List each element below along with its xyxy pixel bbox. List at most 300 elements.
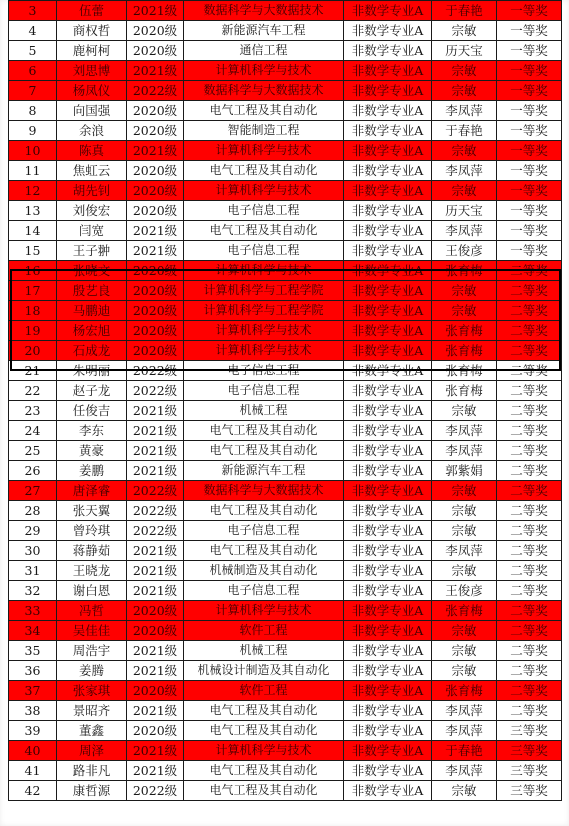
cell-major: 计算机科学与工程学院 xyxy=(184,301,344,321)
cell-award: 一等奖 xyxy=(497,41,562,61)
cell-index: 13 xyxy=(9,201,57,221)
cell-student-name: 石成龙 xyxy=(57,341,127,361)
cell-teacher: 宗敏 xyxy=(432,81,497,101)
cell-category: 非数学专业A xyxy=(344,341,432,361)
cell-student-name: 陈真 xyxy=(57,141,127,161)
cell-grade: 2020级 xyxy=(127,41,184,61)
cell-teacher: 于春艳 xyxy=(432,121,497,141)
cell-teacher: 历天宝 xyxy=(432,41,497,61)
cell-award: 二等奖 xyxy=(497,321,562,341)
cell-teacher: 李凤萍 xyxy=(432,701,497,721)
cell-major: 机械设计制造及其自动化 xyxy=(184,661,344,681)
cell-award: 二等奖 xyxy=(497,581,562,601)
cell-category: 非数学专业A xyxy=(344,761,432,781)
cell-index: 30 xyxy=(9,541,57,561)
cell-major: 新能源汽车工程 xyxy=(184,21,344,41)
cell-category: 非数学专业A xyxy=(344,321,432,341)
cell-category: 非数学专业A xyxy=(344,381,432,401)
cell-grade: 2021级 xyxy=(127,741,184,761)
cell-major: 数据科学与大数据技术 xyxy=(184,81,344,101)
cell-teacher: 李凤萍 xyxy=(432,761,497,781)
cell-student-name: 任俊吉 xyxy=(57,401,127,421)
cell-grade: 2022级 xyxy=(127,361,184,381)
cell-teacher: 王俊彦 xyxy=(432,581,497,601)
cell-teacher: 张育梅 xyxy=(432,681,497,701)
cell-teacher: 宗敏 xyxy=(432,481,497,501)
table-row xyxy=(9,601,562,621)
cell-award: 二等奖 xyxy=(497,261,562,281)
cell-award: 一等奖 xyxy=(497,1,562,21)
cell-award: 二等奖 xyxy=(497,681,562,701)
cell-index: 17 xyxy=(9,281,57,301)
cell-teacher: 宗敏 xyxy=(432,661,497,681)
cell-award: 二等奖 xyxy=(497,361,562,381)
cell-award: 二等奖 xyxy=(497,621,562,641)
cell-index: 34 xyxy=(9,621,57,641)
cell-grade: 2021级 xyxy=(127,421,184,441)
cell-index: 14 xyxy=(9,221,57,241)
cell-award: 二等奖 xyxy=(497,701,562,721)
cell-teacher: 宗敏 xyxy=(432,521,497,541)
cell-teacher: 历天宝 xyxy=(432,201,497,221)
cell-student-name: 张家琪 xyxy=(57,681,127,701)
cell-category: 非数学专业A xyxy=(344,181,432,201)
cell-category: 非数学专业A xyxy=(344,561,432,581)
table-row xyxy=(9,361,562,381)
cell-index: 18 xyxy=(9,301,57,321)
cell-major: 机械工程 xyxy=(184,641,344,661)
cell-student-name: 朱明丽 xyxy=(57,361,127,381)
cell-grade: 2021级 xyxy=(127,581,184,601)
cell-award: 二等奖 xyxy=(497,281,562,301)
cell-student-name: 康哲源 xyxy=(57,781,127,801)
cell-award: 二等奖 xyxy=(497,641,562,661)
cell-index: 42 xyxy=(9,781,57,801)
cell-teacher: 张育梅 xyxy=(432,261,497,281)
cell-grade: 2022级 xyxy=(127,81,184,101)
cell-grade: 2021级 xyxy=(127,761,184,781)
cell-grade: 2021级 xyxy=(127,641,184,661)
cell-grade: 2022级 xyxy=(127,521,184,541)
cell-major: 电气工程及其自动化 xyxy=(184,501,344,521)
cell-grade: 2020级 xyxy=(127,21,184,41)
cell-award: 一等奖 xyxy=(497,21,562,41)
table-row xyxy=(9,681,562,701)
table-row xyxy=(9,321,562,341)
cell-award: 一等奖 xyxy=(497,61,562,81)
cell-grade: 2020级 xyxy=(127,721,184,741)
cell-teacher: 张育梅 xyxy=(432,341,497,361)
cell-category: 非数学专业A xyxy=(344,421,432,441)
cell-major: 电气工程及其自动化 xyxy=(184,161,344,181)
cell-category: 非数学专业A xyxy=(344,401,432,421)
cell-index: 7 xyxy=(9,81,57,101)
table-row xyxy=(9,741,562,761)
cell-major: 数据科学与大数据技术 xyxy=(184,1,344,21)
cell-teacher: 宗敏 xyxy=(432,281,497,301)
cell-grade: 2021级 xyxy=(127,141,184,161)
cell-award: 一等奖 xyxy=(497,221,562,241)
cell-grade: 2020级 xyxy=(127,201,184,221)
cell-major: 电气工程及其自动化 xyxy=(184,221,344,241)
table-row xyxy=(9,61,562,81)
cell-category: 非数学专业A xyxy=(344,781,432,801)
cell-index: 16 xyxy=(9,261,57,281)
cell-major: 数据科学与大数据技术 xyxy=(184,481,344,501)
cell-teacher: 宗敏 xyxy=(432,21,497,41)
table-row xyxy=(9,781,562,801)
cell-teacher: 宗敏 xyxy=(432,781,497,801)
cell-student-name: 张晓文 xyxy=(57,261,127,281)
cell-grade: 2020级 xyxy=(127,181,184,201)
cell-index: 25 xyxy=(9,441,57,461)
cell-major: 机械工程 xyxy=(184,401,344,421)
cell-index: 12 xyxy=(9,181,57,201)
cell-grade: 2020级 xyxy=(127,321,184,341)
cell-student-name: 伍蕾 xyxy=(57,1,127,21)
cell-grade: 2020级 xyxy=(127,601,184,621)
cell-award: 二等奖 xyxy=(497,481,562,501)
cell-major: 电气工程及其自动化 xyxy=(184,101,344,121)
cell-student-name: 黄豪 xyxy=(57,441,127,461)
cell-grade: 2020级 xyxy=(127,121,184,141)
cell-category: 非数学专业A xyxy=(344,441,432,461)
cell-index: 33 xyxy=(9,601,57,621)
cell-grade: 2020级 xyxy=(127,341,184,361)
cell-teacher: 李凤萍 xyxy=(432,421,497,441)
cell-index: 8 xyxy=(9,101,57,121)
cell-teacher: 李凤萍 xyxy=(432,101,497,121)
cell-teacher: 王俊彦 xyxy=(432,241,497,261)
cell-major: 计算机科学与技术 xyxy=(184,61,344,81)
cell-student-name: 王子翀 xyxy=(57,241,127,261)
cell-index: 35 xyxy=(9,641,57,661)
cell-index: 19 xyxy=(9,321,57,341)
table-row xyxy=(9,481,562,501)
cell-category: 非数学专业A xyxy=(344,501,432,521)
table-row xyxy=(9,161,562,181)
table-row xyxy=(9,101,562,121)
cell-index: 9 xyxy=(9,121,57,141)
cell-major: 电气工程及其自动化 xyxy=(184,781,344,801)
table-row xyxy=(9,201,562,221)
cell-category: 非数学专业A xyxy=(344,121,432,141)
cell-major: 电气工程及其自动化 xyxy=(184,441,344,461)
cell-award: 一等奖 xyxy=(497,181,562,201)
cell-student-name: 杨凤仪 xyxy=(57,81,127,101)
cell-index: 4 xyxy=(9,21,57,41)
cell-student-name: 张天翼 xyxy=(57,501,127,521)
cell-category: 非数学专业A xyxy=(344,701,432,721)
cell-grade: 2021级 xyxy=(127,1,184,21)
cell-index: 31 xyxy=(9,561,57,581)
cell-major: 电气工程及其自动化 xyxy=(184,701,344,721)
cell-award: 一等奖 xyxy=(497,241,562,261)
table-row xyxy=(9,301,562,321)
cell-index: 29 xyxy=(9,521,57,541)
cell-major: 机械制造及其自动化 xyxy=(184,561,344,581)
cell-teacher: 李凤萍 xyxy=(432,161,497,181)
cell-grade: 2021级 xyxy=(127,541,184,561)
cell-major: 通信工程 xyxy=(184,41,344,61)
cell-category: 非数学专业A xyxy=(344,101,432,121)
cell-award: 三等奖 xyxy=(497,721,562,741)
cell-teacher: 李凤萍 xyxy=(432,541,497,561)
cell-award: 二等奖 xyxy=(497,421,562,441)
cell-student-name: 姜鹏 xyxy=(57,461,127,481)
cell-category: 非数学专业A xyxy=(344,361,432,381)
table-row xyxy=(9,421,562,441)
cell-award: 二等奖 xyxy=(497,521,562,541)
cell-index: 26 xyxy=(9,461,57,481)
cell-category: 非数学专业A xyxy=(344,281,432,301)
cell-major: 电气工程及其自动化 xyxy=(184,541,344,561)
cell-category: 非数学专业A xyxy=(344,301,432,321)
cell-grade: 2020级 xyxy=(127,621,184,641)
table-row xyxy=(9,561,562,581)
cell-student-name: 马鹏迪 xyxy=(57,301,127,321)
cell-index: 21 xyxy=(9,361,57,381)
table-row xyxy=(9,181,562,201)
cell-category: 非数学专业A xyxy=(344,581,432,601)
cell-grade: 2021级 xyxy=(127,441,184,461)
table-body xyxy=(9,1,562,801)
cell-major: 计算机科学与技术 xyxy=(184,601,344,621)
cell-category: 非数学专业A xyxy=(344,461,432,481)
cell-award: 一等奖 xyxy=(497,121,562,141)
cell-index: 38 xyxy=(9,701,57,721)
cell-category: 非数学专业A xyxy=(344,741,432,761)
cell-teacher: 李凤萍 xyxy=(432,721,497,741)
cell-index: 5 xyxy=(9,41,57,61)
cell-grade: 2020级 xyxy=(127,681,184,701)
cell-award: 一等奖 xyxy=(497,141,562,161)
table-row xyxy=(9,461,562,481)
cell-award: 二等奖 xyxy=(497,461,562,481)
cell-grade: 2021级 xyxy=(127,61,184,81)
cell-index: 15 xyxy=(9,241,57,261)
cell-category: 非数学专业A xyxy=(344,161,432,181)
table-row xyxy=(9,761,562,781)
cell-index: 41 xyxy=(9,761,57,781)
cell-category: 非数学专业A xyxy=(344,621,432,641)
cell-grade: 2021级 xyxy=(127,241,184,261)
cell-award: 一等奖 xyxy=(497,81,562,101)
cell-grade: 2022级 xyxy=(127,381,184,401)
table-row xyxy=(9,241,562,261)
cell-student-name: 李东 xyxy=(57,421,127,441)
cell-grade: 2020级 xyxy=(127,301,184,321)
cell-student-name: 胡先钊 xyxy=(57,181,127,201)
cell-award: 二等奖 xyxy=(497,401,562,421)
cell-index: 40 xyxy=(9,741,57,761)
cell-category: 非数学专业A xyxy=(344,521,432,541)
cell-award: 二等奖 xyxy=(497,441,562,461)
cell-category: 非数学专业A xyxy=(344,201,432,221)
cell-major: 计算机科学与技术 xyxy=(184,341,344,361)
cell-major: 电气工程及其自动化 xyxy=(184,721,344,741)
cell-teacher: 宗敏 xyxy=(432,301,497,321)
table-row xyxy=(9,721,562,741)
cell-category: 非数学专业A xyxy=(344,221,432,241)
cell-student-name: 路非凡 xyxy=(57,761,127,781)
cell-category: 非数学专业A xyxy=(344,601,432,621)
cell-index: 22 xyxy=(9,381,57,401)
cell-teacher: 张育梅 xyxy=(432,381,497,401)
cell-teacher: 于春艳 xyxy=(432,741,497,761)
cell-student-name: 冯哲 xyxy=(57,601,127,621)
cell-major: 电气工程及其自动化 xyxy=(184,421,344,441)
cell-student-name: 杨宏旭 xyxy=(57,321,127,341)
cell-category: 非数学专业A xyxy=(344,241,432,261)
cell-teacher: 宗敏 xyxy=(432,61,497,81)
cell-category: 非数学专业A xyxy=(344,21,432,41)
table-row xyxy=(9,381,562,401)
cell-student-name: 周泽 xyxy=(57,741,127,761)
cell-student-name: 赵子龙 xyxy=(57,381,127,401)
cell-index: 6 xyxy=(9,61,57,81)
cell-category: 非数学专业A xyxy=(344,141,432,161)
cell-grade: 2020级 xyxy=(127,161,184,181)
cell-grade: 2022级 xyxy=(127,781,184,801)
table-row xyxy=(9,21,562,41)
table-row xyxy=(9,261,562,281)
table-row xyxy=(9,141,562,161)
cell-teacher: 宗敏 xyxy=(432,621,497,641)
cell-student-name: 唐泽睿 xyxy=(57,481,127,501)
cell-award: 一等奖 xyxy=(497,101,562,121)
cell-award: 三等奖 xyxy=(497,741,562,761)
cell-teacher: 李凤萍 xyxy=(432,441,497,461)
cell-student-name: 闫宽 xyxy=(57,221,127,241)
table-row xyxy=(9,281,562,301)
cell-student-name: 周浩宇 xyxy=(57,641,127,661)
table-row xyxy=(9,441,562,461)
cell-major: 计算机科学与技术 xyxy=(184,141,344,161)
cell-major: 电子信息工程 xyxy=(184,241,344,261)
cell-teacher: 郭紫娟 xyxy=(432,461,497,481)
cell-student-name: 商权哲 xyxy=(57,21,127,41)
cell-student-name: 曾玲琪 xyxy=(57,521,127,541)
cell-student-name: 吴佳佳 xyxy=(57,621,127,641)
cell-grade: 2020级 xyxy=(127,281,184,301)
cell-student-name: 董鑫 xyxy=(57,721,127,741)
cell-student-name: 谢白恩 xyxy=(57,581,127,601)
cell-major: 智能制造工程 xyxy=(184,121,344,141)
cell-grade: 2021级 xyxy=(127,561,184,581)
cell-grade: 2021级 xyxy=(127,701,184,721)
cell-major: 软件工程 xyxy=(184,621,344,641)
table-row xyxy=(9,221,562,241)
cell-teacher: 宗敏 xyxy=(432,641,497,661)
cell-index: 32 xyxy=(9,581,57,601)
table-row xyxy=(9,401,562,421)
cell-student-name: 余浪 xyxy=(57,121,127,141)
cell-index: 37 xyxy=(9,681,57,701)
cell-award: 三等奖 xyxy=(497,781,562,801)
cell-teacher: 宗敏 xyxy=(432,141,497,161)
cell-grade: 2021级 xyxy=(127,661,184,681)
cell-category: 非数学专业A xyxy=(344,41,432,61)
cell-award: 二等奖 xyxy=(497,541,562,561)
cell-index: 10 xyxy=(9,141,57,161)
cell-index: 24 xyxy=(9,421,57,441)
cell-major: 新能源汽车工程 xyxy=(184,461,344,481)
table-row xyxy=(9,541,562,561)
cell-index: 28 xyxy=(9,501,57,521)
cell-major: 电气工程及其自动化 xyxy=(184,761,344,781)
cell-major: 软件工程 xyxy=(184,681,344,701)
cell-student-name: 蒋静茹 xyxy=(57,541,127,561)
cell-grade: 2020级 xyxy=(127,101,184,121)
table-row xyxy=(9,81,562,101)
cell-award: 二等奖 xyxy=(497,501,562,521)
table-row xyxy=(9,521,562,541)
cell-student-name: 王晓龙 xyxy=(57,561,127,581)
awards-table xyxy=(8,0,562,801)
cell-index: 11 xyxy=(9,161,57,181)
cell-index: 27 xyxy=(9,481,57,501)
cell-award: 二等奖 xyxy=(497,561,562,581)
cell-student-name: 焦虹云 xyxy=(57,161,127,181)
cell-award: 一等奖 xyxy=(497,161,562,181)
table-row xyxy=(9,641,562,661)
cell-grade: 2022级 xyxy=(127,481,184,501)
cell-teacher: 宗敏 xyxy=(432,181,497,201)
cell-teacher: 宗敏 xyxy=(432,501,497,521)
cell-major: 电子信息工程 xyxy=(184,521,344,541)
cell-student-name: 刘俊宏 xyxy=(57,201,127,221)
cell-award: 二等奖 xyxy=(497,601,562,621)
cell-index: 23 xyxy=(9,401,57,421)
cell-teacher: 宗敏 xyxy=(432,401,497,421)
cell-major: 电子信息工程 xyxy=(184,201,344,221)
cell-grade: 2021级 xyxy=(127,221,184,241)
cell-student-name: 殷艺良 xyxy=(57,281,127,301)
cell-teacher: 张育梅 xyxy=(432,361,497,381)
cell-award: 二等奖 xyxy=(497,381,562,401)
cell-student-name: 鹿柯柯 xyxy=(57,41,127,61)
cell-teacher: 张育梅 xyxy=(432,321,497,341)
cell-index: 39 xyxy=(9,721,57,741)
cell-student-name: 刘思博 xyxy=(57,61,127,81)
cell-major: 电子信息工程 xyxy=(184,361,344,381)
cell-category: 非数学专业A xyxy=(344,681,432,701)
cell-award: 三等奖 xyxy=(497,761,562,781)
cell-teacher: 于春艳 xyxy=(432,1,497,21)
cell-category: 非数学专业A xyxy=(344,661,432,681)
cell-major: 计算机科学与技术 xyxy=(184,261,344,281)
table-row xyxy=(9,701,562,721)
cell-index: 3 xyxy=(9,1,57,21)
cell-student-name: 景昭齐 xyxy=(57,701,127,721)
cell-grade: 2021级 xyxy=(127,401,184,421)
cell-award: 二等奖 xyxy=(497,301,562,321)
cell-category: 非数学专业A xyxy=(344,541,432,561)
cell-major: 计算机科学与技术 xyxy=(184,181,344,201)
cell-student-name: 向国强 xyxy=(57,101,127,121)
table-row xyxy=(9,41,562,61)
cell-student-name: 姜腾 xyxy=(57,661,127,681)
cell-category: 非数学专业A xyxy=(344,721,432,741)
cell-grade: 2021级 xyxy=(127,461,184,481)
table-row xyxy=(9,661,562,681)
cell-index: 20 xyxy=(9,341,57,361)
cell-major: 计算机科学与工程学院 xyxy=(184,281,344,301)
cell-major: 计算机科学与技术 xyxy=(184,321,344,341)
cell-teacher: 张育梅 xyxy=(432,601,497,621)
cell-category: 非数学专业A xyxy=(344,81,432,101)
